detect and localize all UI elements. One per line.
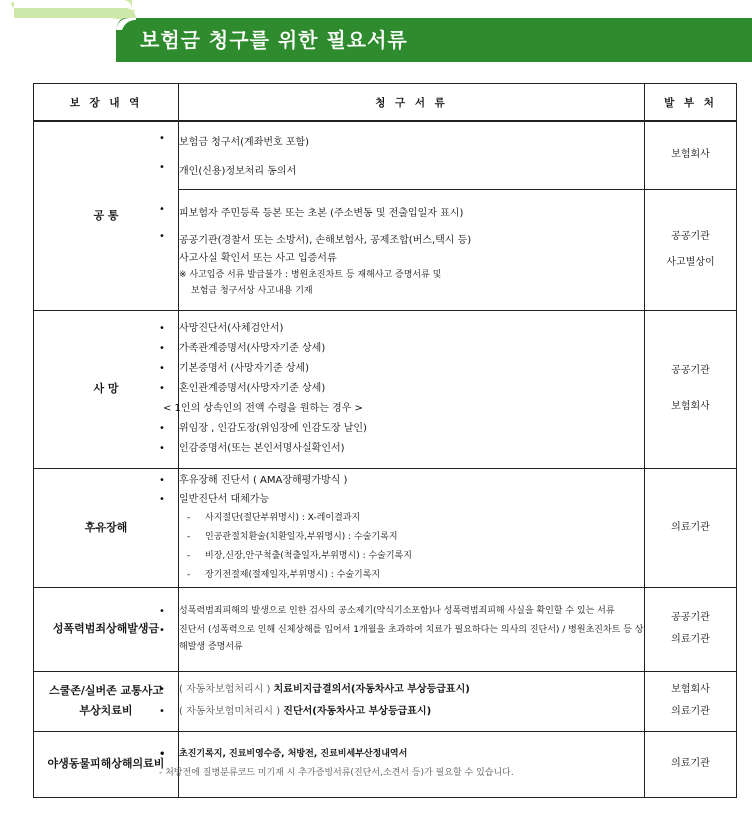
table-header-row (34, 84, 737, 122)
issuer-text: 보험회사 (671, 684, 710, 695)
issuer-cell (645, 587, 737, 671)
list-item: • 혼인관계증명서(사망자기준 상세) (179, 379, 644, 399)
note-text: ※ 사고입증 서류 발급불가 : 병원초진차트 등 재해사고 증명서류 및 (179, 269, 442, 280)
documents-cell (159, 731, 645, 797)
issuer-text: 공공기관 (671, 365, 710, 376)
issuer-text: 공공기관 (671, 612, 710, 623)
issuer-text: 보험회사 (671, 401, 710, 412)
header-coverage: 보 장 내 역 (34, 84, 179, 122)
condition-prefix: ( 자동차보험미처리시 ) (179, 706, 281, 717)
document-name: 진단서(자동차사고 부상등급표시) (283, 706, 432, 717)
category-line: 부상치료비 (79, 704, 133, 717)
sub-list-item: - 비장,신장,안구척출(척출일자,부위명시) : 수술기록지 (205, 547, 644, 566)
issuer-cell (645, 468, 737, 587)
list-item: • 성폭력범죄피해의 발생으로 인한 검사의 공소제기(약식기소포함)나 성폭력범죄피해 사실을 확인할 수 있는 서류 (179, 603, 644, 620)
issuer-text: 의료기관 (671, 706, 710, 717)
table-row (34, 468, 737, 587)
condition-prefix: ( 자동차보험처리시 ) (179, 684, 271, 695)
header-issuer: 발 부 처 (645, 84, 737, 122)
issuer-cell (645, 189, 737, 310)
issuer-text: 사고별상이 (666, 256, 715, 268)
documents-cell (179, 587, 645, 671)
page-title: 보험금 청구를 위한 필요서류 (140, 28, 408, 52)
list-item: • 공공기관(경찰서 또는 소방서), 손해보험사, 공제조합(버스,택시 등) (179, 231, 644, 246)
issuer-text: 의료기관 (671, 634, 710, 645)
table-row (34, 671, 737, 731)
documents-cell (179, 121, 645, 189)
list-item: • 보험금 청구서(계좌번호 포함) (179, 133, 644, 148)
list-item: • 기본증명서 (사망자기준 상세) (179, 359, 644, 379)
table-row (34, 310, 737, 468)
list-item: • 초진기록지, 진료비영수증, 처방전, 진료비세부산정내역서 (179, 746, 644, 763)
condition-note: < 1인의 상속인의 전액 수령을 원하는 경우 > (163, 403, 363, 414)
sub-list-item: - 사지절단(절단부위명시) : X-레이결과지 (205, 509, 644, 528)
category-sexual-violence: 성폭력범죄상해발생금 (34, 587, 179, 671)
issuer-cell (645, 671, 737, 731)
issuer-text: 공공기관 (671, 230, 710, 242)
list-item (179, 701, 644, 723)
sub-list-item: - 장기전절제(절제일자,부위명시) : 수술기록지 (205, 566, 644, 585)
note-text: - 처방전에 질병분류코드 미기재 시 추가증빙서류(진단서,소견서 등)가 필요할 수 있습니다. (159, 768, 514, 778)
issuer-text: 보험회사 (671, 149, 710, 161)
table-row (34, 121, 737, 189)
category-common: 공 통 (34, 121, 179, 310)
list-item: • 위임장 , 인감도장(위임장에 인감도장 날인) (179, 419, 644, 439)
sub-list-item: - 인공관절치환술(치환일자,부위명시) : 수술기록지 (205, 528, 644, 547)
issuer-cell (645, 310, 737, 468)
list-item (179, 679, 644, 701)
issuer-cell (645, 731, 737, 797)
list-item: • 사망진단서(사체검안서) (179, 319, 644, 339)
documents-cell (179, 189, 645, 310)
issuer-text: 의료기관 (671, 758, 710, 769)
table-row (34, 731, 737, 797)
list-item-continued: 사고사실 확인서 또는 사고 입증서류 (179, 252, 337, 264)
category-death: 사 망 (34, 310, 179, 468)
list-item: • 일반진단서 대체가능 (179, 490, 644, 509)
category-wildlife: 야생동물피해상해의료비 (34, 731, 179, 797)
note-text-continued: 보험금 청구서상 사고내용 기재 (191, 285, 313, 296)
issuer-cell (645, 121, 737, 189)
documents-cell (179, 671, 645, 731)
list-item: • 가족관계증명서(사망자기준 상세) (179, 339, 644, 359)
list-item: • 피보험자 주민등록 등본 또는 초본 (주소변동 및 전출입일자 표시) (179, 204, 644, 219)
list-item: • 후유장해 진단서 ( AMA장해평가방식 ) (179, 471, 644, 490)
category-disability: 후유장해 (34, 468, 179, 587)
list-item: • 진단서 (성폭력으로 인해 신체상해를 입어서 1개월을 초과하여 치료가 필요하다는 의사의 진단서) / 병원초진차트 등 상해발생 증명서류 (179, 622, 644, 656)
issuer-text: 의료기관 (671, 521, 710, 533)
category-line: 스쿨존/실버존 교통사고 (48, 684, 164, 697)
header-documents: 청 구 서 류 (179, 84, 645, 122)
list-item: • 개인(신용)정보처리 동의서 (179, 162, 644, 177)
document-name: 치료비지급결의서(자동차사고 부상등급표시) (273, 684, 470, 695)
category-school-zone (34, 671, 179, 731)
list-item: • 인감증명서(또는 본인서명사실확인서) (179, 439, 644, 459)
header-banner (0, 0, 752, 62)
table-row (34, 587, 737, 671)
required-documents-table (33, 83, 737, 798)
documents-cell (163, 310, 645, 468)
documents-cell (179, 468, 645, 587)
